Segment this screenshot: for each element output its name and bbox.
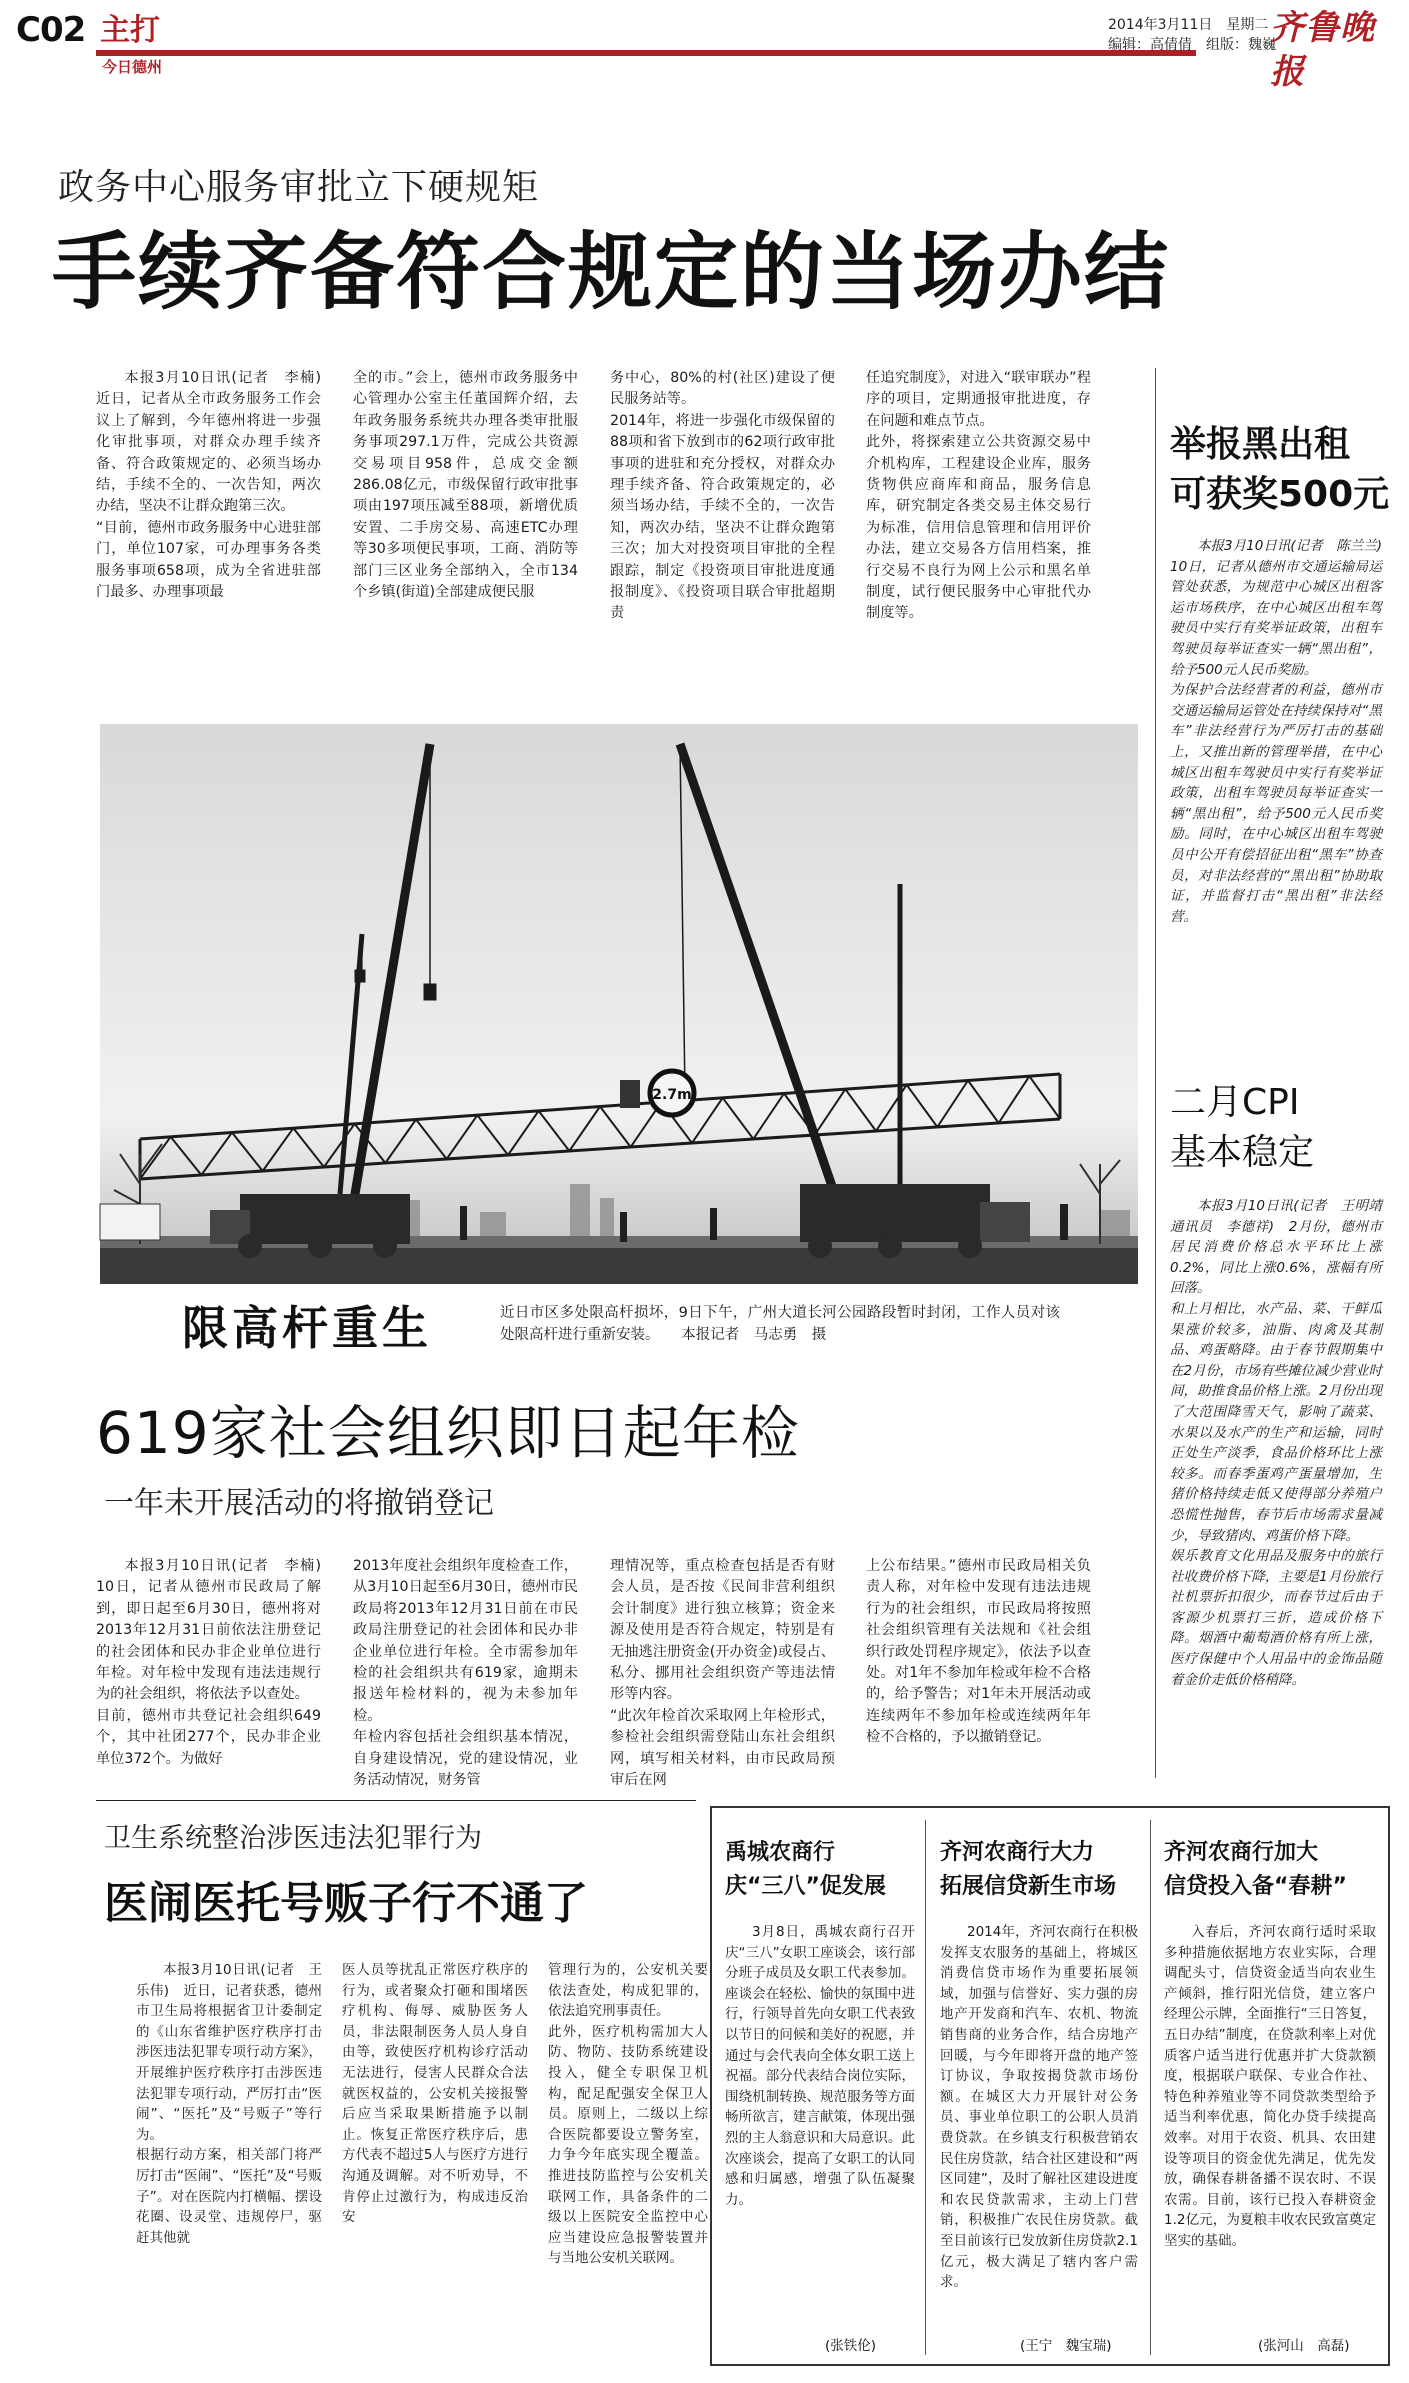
box-3-headline-line-1: 齐河农商行加大 (1164, 1840, 1319, 1865)
box-1-headline (725, 1836, 915, 1904)
sidebar-1-headline-line-2: 可获奖500元 (1170, 474, 1390, 515)
box-2-byline: (王宁 魏宝瑞) (1020, 2338, 1112, 2354)
story-619-column-2-text: 2013年度社会组织年度检查工作，从3月10日起至6月30日，德州市民政局将2013年12月31日前在市民政局注册登记的社会团体和民办非企业单位进行年检。全市需参加年检的社会组织共有619家，逾期未报送年检材料的，视为未参加年检。 年检内容包括社会组织基本情况，自身建设情况，党的建设情况，业务活动情况，财务管 (353, 1558, 578, 1789)
sidebar-2-headline-line-1: 二月CPI (1170, 1082, 1300, 1123)
hospital-kicker: 卫生系统整治涉医违法犯罪行为 (104, 1823, 482, 1854)
section-bar (96, 50, 1196, 56)
box-1-byline: (张铁伦) (825, 2338, 877, 2354)
sidebar-1-headline-line-1: 举报黑出租 (1170, 424, 1351, 465)
box-1-text: 3月8日，禹城农商行召开庆“三八”女职工座谈会，该行部分班子成员及女职工代表参加。座谈会在轻松、愉快的氛围中进行，行领导首先向女职工代表致以节日的问候和美好的祝愿，并通过与会代表向全体女职工送上祝福。部分代表结合岗位实际，围绕机制转换、规范服务等方面畅所欲言，建言献策，体现出强烈的主人翁意识和大局意识。此次座谈会，提高了女职工的认同感和归属感，增强了队伍凝聚力。 (725, 1924, 915, 2208)
sidebar-2-headline (1170, 1078, 1390, 1178)
lead-column-3-text: 务中心，80%的村(社区)建设了便民服务站等。 2014年，将进一步强化市级保留的88项和省下放到市的62项行政审批事项的进驻和充分授权，对群众办理手续齐备、符合政策规定的，必须当场办结，手续不全的，一次告知，两次办结，坚决不让群众跑第三次；加大对投资项目审批的全程跟踪，制定《投资项目审批进度通报制度》、《投资项目联合审批超期责 (610, 370, 835, 622)
hospital-top-rule (96, 1800, 696, 1801)
sidebar-1-text: 本报3月10日讯(记者 陈兰兰) 10日，记者从德州市交通运输局运管处获悉，为规范中心城区出租客运市场秩序，在中心城区出租车驾驶员中实行有奖举证政策，出租车驾驶员每举证查实一辆“黑出租”，给予500元人民币奖励。 为保护合法经营者的利益，德州市交通运输局运管处在持续保持对“黑车”非法经营行为严厉打击的基础上，又推出新的管理举措，在中心城区出租车驾驶员中实行有奖举证政策，出租车驾驶员每举证查实一辆“黑出租”，给予500元人民币奖励。同时，在中心城区出租车驾驶员中公开有偿招征出租“黑车”协查员，对非法经营的“黑出租”协助取证，并监督打击“黑出租”非法经营。 (1170, 538, 1382, 925)
story-619-column-2 (353, 1556, 578, 1789)
height-limit-text: 2.7m (652, 1087, 692, 1103)
story-619-column-3-text: 理情况等，重点检查包括是否有财会人员，是否按《民间非营利组织会计制度》进行独立核算；资金来源及使用是否符合规定，特别是有无抽逃注册资金(开办资金)或侵占、私分、挪用社会组织资产等违法情形等内容。 “此次年检首次采取网上年检形式，参检社会组织需登陆山东社会组织网，填写相关材料，由市民政局预审后在网 (610, 1558, 835, 1789)
lead-column-4-text: 任追究制度》，对进入“联审联办”程序的项目，定期通报审批进度，存在问题和难点节点。 此外，将探索建立公共资源交易中介机构库，工程建设企业库，服务货物供应商库和商品，服务信息库，研究制定各类交易主体交易行为标准，信用信息管理和信用评价办法，建立交易各方信用档案，推行交易不良行为网上公示和黑名单制度，试行便民服务中心审批代办制度等。 (866, 370, 1091, 622)
lead-column-1 (96, 368, 321, 708)
crane-truck-left (210, 1194, 410, 1258)
story-619-column-4-text: 上公布结果。”德州市民政局相关负责人称，对年检中发现有违法违规行为的社会组织，市民政局将按照社会组织管理有关法规和《社会组织行政处罚程序规定》，依法予以查处。对1年不参加年检或年检不合格的，给予警告；对1年未开展活动或连续两年不参加年检或连续两年年检不合格的，予以撤销登记。 (866, 1558, 1091, 1746)
box-1-headline-line-2: 庆“三八”促发展 (725, 1874, 886, 1899)
subsection-label: 今日德州 (102, 58, 163, 76)
crane-photo (100, 724, 1138, 1284)
hospital-column-3-text: 管理行为的，公安机关要依法查处，构成犯罪的，依法追究刑事责任。 此外，医疗机构需加大人防、物防、技防系统建设投入，健全专职保卫机构，配足配强安全保卫人员。原则上，二级以上综合医院都要设立警务室，力争今年底实现全覆盖。推进技防监控与公安机关联网工作，具备条件的二级以上医院安全监控中心应当建设应急报警装置并与当地公安机关联网。 (548, 1962, 708, 2267)
story-619-subhead: 一年未开展活动的将撤销登记 (104, 1486, 494, 1521)
story-619-column-4 (866, 1556, 1091, 1786)
lead-column-1-text: 本报3月10日讯(记者 李楠) 近日，记者从全市政务服务工作会议上了解到，今年德州将进一步强化审批事项，对群众办理手续齐备、符合政策规定的、必须当场办结，手续不全的、一次告知，两次办结，坚决不让群众跑第三次。 “目前，德州市政务服务中心进驻部门，单位107家，可办理事务各类服务事项658项，成为全省进驻部门最多、办理事项最 (96, 370, 321, 601)
box-2-body (940, 1922, 1138, 2332)
photo-caption: 近日市区多处限高杆损坏，9日下午，广州大道长河公园路段暂时封闭，工作人员对该处限高杆进行重新安装。 本报记者 马志勇 摄 (500, 1305, 1060, 1343)
box-2-headline-line-1: 齐河农商行大力 (940, 1840, 1095, 1865)
photo-title: 限高杆重生 (182, 1301, 432, 1355)
masthead (0, 0, 1409, 92)
box-1-body (725, 1922, 915, 2332)
box-divider-1 (925, 1820, 926, 2355)
story-619-column-3 (610, 1556, 835, 1789)
sidebar-1-headline (1170, 420, 1390, 520)
section-title: 主打 (100, 13, 160, 48)
box-2-text: 2014年，齐河农商行在积极发挥支农服务的基础上，将城区消费信贷市场作为重要拓展领域，加强与信誉好、实力强的房地产开发商和汽车、农机、物流销售商的业务合作，结合房地产回暖，与今年即将开盘的地产签订协议，争取按揭贷款市场份额。在城区大力开展针对公务员、事业单位职工的公职人员消费贷款。在乡镇支行积极营销农民住房贷款，结合社区建设和“两区同建”，及时了解社区建设进度和农民贷款需求，主动上门营销，积极推广农民住房贷款。截至目前该行已发放新住房贷款2.1亿元，极大满足了辖内客户需求。 (940, 1924, 1138, 2291)
lead-column-2 (353, 368, 578, 708)
lead-kicker: 政务中心服务审批立下硬规矩 (58, 167, 540, 208)
lead-headline: 手续齐备符合规定的当场办结 (52, 223, 1171, 321)
box-3-byline: (张河山 高磊) (1258, 2338, 1350, 2354)
hospital-column-2 (342, 1960, 528, 2360)
box-3-body (1164, 1922, 1376, 2332)
paper-logo: 齐鲁晚报 (1270, 8, 1375, 92)
story-619-headline: 619家社会组织即日起年检 (96, 1399, 800, 1467)
box-3-headline-line-2: 信贷投入备“春耕” (1164, 1874, 1347, 1899)
box-2-headline (940, 1836, 1140, 1904)
white-van (100, 1204, 160, 1240)
sidebar-1-body (1170, 536, 1382, 1056)
hospital-column-2-text: 医人员等扰乱正常医疗秩序的行为，或者聚众打砸和围堵医疗机构、侮辱、威胁医务人员，非法限制医务人员人身自由等，致使医疗机构诊疗活动无法进行，侵害人民群众合法就医权益的，公安机关接报警后应当采取果断措施予以制止。恢复正常医疗秩序后，患方代表不超过5人与医疗方进行沟通及调解。对不听劝导，不肯停止过激行为，构成违反治安 (342, 1962, 528, 2226)
box-divider-2 (1150, 1820, 1151, 2355)
story-619-column-1-text: 本报3月10日讯(记者 李楠) 10日，记者从德州市民政局了解到，即日起至6月30日，德州将对2013年12月31日前依法注册登记的社会团体和民办非企业单位进行年检。对年检中发现有违法违规行为的社会组织，将依法予以查处。 目前，德州市共登记社会组织649个，其中社团277个，民办非企业单位372个。为做好 (96, 1558, 321, 1767)
page-code: C02 (16, 10, 86, 50)
box-1-headline-line-1: 禹城农商行 (725, 1840, 836, 1865)
sidebar-2-text: 本报3月10日讯(记者 王明靖 通讯员 李德祥) 2月份，德州市居民消费价格总水平环比上涨0.2%，同比上涨0.6%，涨幅有所回落。 和上月相比，水产品、菜、干鲜瓜果涨价较多，油脂、肉禽及其制品、鸡蛋略降。由于春节假期集中在2月份，市场有些摊位减少营业时间，助推食品价格上涨。2月份出现了大范围降雪天气，影响了蔬菜、水果以及水产的生产和运输，同时正处生产淡季，食品价格环比上涨较多。而春季蛋鸡产蛋量增加，生猪价格持续走低又使得部分养殖户恐慌性抛售，春节后市场需求量减少，导致猪肉、鸡蛋价格下降。 娱乐教育文化用品及服务中的旅行社收费价格下降，主要是1月份旅行社机票折扣很少，而春节过后由于客源少机票打三折，造成价格下降。烟酒中葡萄酒价格有所上涨，医疗保健中个人用品中的金饰品随着金价走低价格稍降。 (1170, 1198, 1382, 1688)
story-619-column-1 (96, 1556, 321, 1786)
sidebar-2-headline-line-2: 基本稳定 (1170, 1132, 1315, 1173)
sidebar-2-body (1170, 1196, 1382, 1806)
lead-column-2-text: 全的市。”会上，德州市政务服务中心管理办公室主任董国辉介绍，去年政务服务系统共办理各类审批服务事项297.1万件，完成公共资源交易项目958件，总成交金额286.08亿元，市级保留行政审批事项由197项压减至88项，新增优质安置、二手房交易、高速ETC办理等30多项便民事项，工商、消防等部门三区业务全部纳入，全市134个乡镇(街道)全部建成便民服 (353, 370, 578, 601)
lead-column-4 (866, 368, 1091, 708)
box-3-text: 入春后，齐河农商行适时采取多种措施依据地方农业实际，合理调配头寸，信贷资金适当向农业生产倾斜，推行阳光信贷，建立客户经理公示牌，全面推行“三日答复，五日办结”制度，在贷款利率上对优质客户适当进行优惠并扩大贷款额度，根据联户联保、专业合作社、特色种养殖业等不同贷款类型给予适当利率优惠，简化办贷手续提高效率。对用于农资、机具、农田建设等项目的资金优先满足，优先发放，确保春耕备播不误农时、不误农需。目前，该行已投入春耕资金1.2亿元，为夏粮丰收农民致富奠定坚实的基础。 (1164, 1924, 1376, 2249)
photo-frame (100, 724, 1138, 1284)
hospital-column-3 (548, 1960, 708, 2360)
box-3-headline (1164, 1836, 1379, 1904)
issue-date: 2014年3月11日 星期二 (1108, 17, 1269, 33)
editor-credits: 编辑：高倩倩 组版：魏巍 (1108, 37, 1276, 53)
hospital-headline: 医闹医托号贩子行不通了 (104, 1878, 588, 1929)
hospital-column-1 (136, 1960, 322, 2360)
hospital-column-1-text: 本报3月10日讯(记者 王乐伟) 近日，记者获悉，德州市卫生局将根据省卫计委制定的《山东省维护医疗秩序打击涉医违法犯罪专项行动方案》，开展维护医疗秩序打击涉医违法犯罪专项行动，严厉打击“医闹”、“医托”及“号贩子”等行为。 根据行动方案，相关部门将严厉打击“医闹”、“医托”及“号贩子”。对在医院内打横幅、摆设花圈、设灵堂、违规停尸，驱赶其他就 (136, 1962, 322, 2246)
sidebar-divider (1155, 368, 1156, 1778)
lead-column-3 (610, 368, 835, 708)
box-2-headline-line-2: 拓展信贷新生市场 (940, 1874, 1117, 1899)
